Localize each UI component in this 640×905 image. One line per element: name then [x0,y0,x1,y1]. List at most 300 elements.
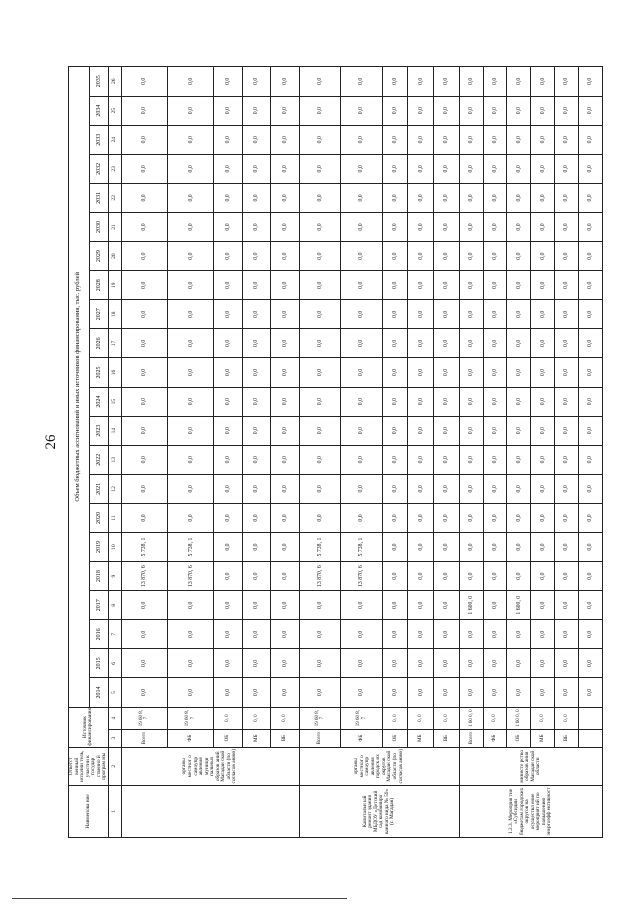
funding-source: ВБ [555,729,579,747]
funding-source: МБ [531,729,555,747]
year-value: 0,0 [578,96,602,125]
column-number: 23 [108,154,121,183]
year-value: 0,0 [168,591,214,620]
year-value: 0,0 [459,649,483,678]
year-value: 0,0 [168,125,214,154]
year-value: 0,0 [242,358,270,387]
year-value: 0,0 [483,125,507,154]
year-value: 0,0 [242,649,270,678]
year-value: 0,0 [507,474,531,503]
year-value: 0,0 [242,474,270,503]
year-value: 0,0 [507,416,531,445]
year-value: 0,0 [341,67,383,97]
year-value: 0,0 [531,416,555,445]
year-value: 0,0 [299,591,341,620]
year-value: 0,0 [271,678,300,707]
column-number: 19 [108,271,121,300]
year-value: 0,0 [531,533,555,562]
total-amount: 0, 0 [382,707,408,729]
funding-source: МБ [242,729,270,747]
total-amount: 0, 0 [531,707,555,729]
table-row [531,67,555,838]
table-row [299,67,341,838]
year-value: 0,0 [168,183,214,212]
year-value: 0,0 [299,445,341,474]
year-value: 0,0 [483,242,507,271]
year-value: 0,0 [531,154,555,183]
year-value: 0,0 [483,620,507,649]
year-value: 0,0 [434,387,460,416]
year-value: 0,0 [168,358,214,387]
year-value: 0,0 [382,387,408,416]
year-value: 0,0 [214,562,242,591]
year-value: 0,0 [242,96,270,125]
year-value: 0,0 [434,212,460,241]
year-value: 0,0 [271,562,300,591]
year-value: 0,0 [531,562,555,591]
year-value: 13 870, 6 [299,562,341,591]
year-value: 0,0 [531,212,555,241]
year-value: 0,0 [214,533,242,562]
total-amount [578,707,602,729]
year-value: 0,0 [382,533,408,562]
column-number: 20 [108,242,121,271]
year-value: 0,0 [507,125,531,154]
source-column-header: Источник финансирования [69,707,109,747]
year-value: 0,0 [507,154,531,183]
year-value: 0,0 [507,212,531,241]
year-value: 0,0 [578,503,602,532]
total-amount: 19 60 8, 7 [341,707,383,729]
year-value: 0,0 [507,649,531,678]
funding-source [578,729,602,747]
year-header: 2019 [89,533,108,562]
year-value: 0,0 [242,271,270,300]
year-value: 13 870, 6 [121,562,167,591]
year-value: 0,0 [121,183,167,212]
year-value: 0,0 [121,387,167,416]
column-number: 16 [108,358,121,387]
year-value: 0,0 [299,474,341,503]
year-value: 0,0 [168,445,214,474]
year-value: 0,0 [434,271,460,300]
column-number: 24 [108,125,121,154]
year-value: 0,0 [531,387,555,416]
year-value: 0,0 [483,154,507,183]
total-amount: 0, 0 [242,707,270,729]
year-value: 0,0 [408,445,434,474]
year-value: 0,0 [531,300,555,329]
column-number: 15 [108,387,121,416]
year-value: 0,0 [507,300,531,329]
year-header: 2033 [89,125,108,154]
year-value: 0,0 [459,387,483,416]
year-value: 0,0 [121,67,167,97]
year-value: 0,0 [214,242,242,271]
year-value: 0,0 [483,416,507,445]
year-value: 0,0 [271,329,300,358]
year-value: 0,0 [578,678,602,707]
year-value: 0,0 [578,591,602,620]
year-value: 0,0 [434,620,460,649]
year-value: 0,0 [382,649,408,678]
year-value: 0,0 [382,503,408,532]
year-value: 0,0 [271,591,300,620]
year-value: 0,0 [459,67,483,97]
year-value: 5 738, 1 [121,533,167,562]
year-value: 0,0 [214,329,242,358]
year-value: 0,0 [507,620,531,649]
year-value: 0,0 [459,329,483,358]
executor-name: министе рство образов ания Магадан ской области [459,747,602,785]
total-amount: 0, 0 [434,707,460,729]
funding-source: Всего [299,729,341,747]
table-row [578,67,602,838]
year-value: 0,0 [271,242,300,271]
year-value: 0,0 [271,212,300,241]
year-value: 0,0 [459,358,483,387]
rotated-table-wrapper [68,66,594,838]
year-value: 0,0 [555,533,579,562]
year-value: 0,0 [578,271,602,300]
year-value: 0,0 [408,591,434,620]
year-value: 0,0 [382,562,408,591]
funding-source: ВБ [434,729,460,747]
year-value: 0,0 [299,416,341,445]
year-value: 0,0 [271,503,300,532]
year-value: 0,0 [459,242,483,271]
column-number: 8 [108,591,121,620]
year-value: 0,0 [299,183,341,212]
executor-name: органы местног о самоупр авления муници пальных образов аний Магадан ской области (по согласов анию) [121,747,299,785]
funding-source: ОБ [382,729,408,747]
year-value: 0,0 [483,387,507,416]
column-number: 1 [108,785,121,837]
year-value: 0,0 [382,242,408,271]
year-value: 1 600, 0 [507,591,531,620]
year-value: 0,0 [483,183,507,212]
year-value: 0,0 [341,358,383,387]
year-value: 0,0 [578,212,602,241]
year-value: 0,0 [555,329,579,358]
year-value: 0,0 [299,620,341,649]
year-value: 0,0 [271,154,300,183]
year-value: 1 600, 0 [459,591,483,620]
year-value: 0,0 [242,445,270,474]
year-value: 0,0 [408,533,434,562]
year-value: 0,0 [531,67,555,97]
year-value: 0,0 [214,183,242,212]
year-value: 0,0 [341,154,383,183]
year-value: 0,0 [507,533,531,562]
year-header: 2029 [89,242,108,271]
year-value: 0,0 [299,67,341,97]
year-value: 0,0 [214,212,242,241]
table-row [271,67,300,838]
year-header: 2030 [89,212,108,241]
year-value: 0,0 [555,96,579,125]
year-value: 0,0 [341,474,383,503]
year-value: 0,0 [242,678,270,707]
year-value: 0,0 [555,67,579,97]
year-value: 0,0 [459,300,483,329]
year-value: 0,0 [168,503,214,532]
year-value: 0,0 [168,271,214,300]
table-row [459,67,483,838]
year-value: 0,0 [271,620,300,649]
year-value: 0,0 [507,242,531,271]
total-amount: 0, 0 [214,707,242,729]
budget-table [68,66,603,838]
year-value: 0,0 [168,649,214,678]
year-value: 0,0 [434,649,460,678]
year-value: 0,0 [555,358,579,387]
page-number: 26 [43,434,59,450]
column-number: 11 [108,503,121,532]
table-row [408,67,434,838]
year-header: 2025 [89,358,108,387]
year-value: 0,0 [121,125,167,154]
year-value: 0,0 [382,445,408,474]
year-value: 0,0 [531,125,555,154]
table-row [483,67,507,838]
year-value: 0,0 [214,154,242,183]
year-value: 0,0 [168,96,214,125]
column-number: 25 [108,96,121,125]
year-value: 0,0 [299,329,341,358]
year-value: 0,0 [483,445,507,474]
year-value: 0,0 [459,678,483,707]
year-value: 0,0 [341,212,383,241]
executor-name: органы местног о самоупр авления городск их округов Магадан ской области (по согласов анию) [299,747,459,785]
year-value: 0,0 [271,271,300,300]
year-value: 0,0 [214,678,242,707]
total-amount: 1 60 0, 0 [507,707,531,729]
year-value: 0,0 [408,387,434,416]
total-amount: 0, 0 [483,707,507,729]
year-value: 0,0 [242,125,270,154]
measure-name [121,785,299,837]
year-value: 0,0 [578,445,602,474]
year-value: 0,0 [271,387,300,416]
year-value: 0,0 [434,154,460,183]
total-amount: 0, 0 [555,707,579,729]
year-value: 0,0 [408,620,434,649]
year-value: 0,0 [434,678,460,707]
funding-source: Всего [459,729,483,747]
year-value: 0,0 [168,300,214,329]
year-value: 0,0 [214,620,242,649]
year-value: 0,0 [341,503,383,532]
year-value: 0,0 [214,67,242,97]
year-value: 0,0 [242,591,270,620]
year-value: 0,0 [459,271,483,300]
year-value: 0,0 [341,416,383,445]
year-value: 0,0 [121,96,167,125]
year-value: 0,0 [483,96,507,125]
year-value: 0,0 [483,678,507,707]
year-value: 0,0 [507,183,531,212]
year-value: 0,0 [459,562,483,591]
year-value: 0,0 [408,649,434,678]
year-value: 0,0 [382,329,408,358]
year-value: 0,0 [271,96,300,125]
funding-source: ВБ [271,729,300,747]
year-value: 0,0 [555,591,579,620]
year-value: 0,0 [299,300,341,329]
year-value: 0,0 [483,503,507,532]
year-value: 0,0 [242,562,270,591]
year-header: 2034 [89,96,108,125]
column-number: 6 [108,649,121,678]
year-value: 0,0 [214,96,242,125]
year-value: 0,0 [121,242,167,271]
year-value: 0,0 [382,300,408,329]
year-value: 0,0 [299,212,341,241]
year-value: 0,0 [408,212,434,241]
year-value: 0,0 [242,329,270,358]
year-value: 13 870, 6 [168,562,214,591]
year-header: 2022 [89,445,108,474]
year-value: 0,0 [483,358,507,387]
year-value: 0,0 [271,183,300,212]
year-value: 0,0 [555,125,579,154]
year-value: 0,0 [408,416,434,445]
year-value: 0,0 [507,329,531,358]
year-value: 0,0 [408,329,434,358]
year-value: 0,0 [434,125,460,154]
year-value: 0,0 [168,242,214,271]
year-value: 0,0 [555,503,579,532]
year-value: 0,0 [483,329,507,358]
year-value: 0,0 [214,387,242,416]
year-value: 0,0 [408,503,434,532]
year-value: 0,0 [483,474,507,503]
year-value: 0,0 [578,620,602,649]
year-header: 2014 [89,678,108,707]
year-value: 0,0 [214,503,242,532]
funding-source: ФБ [483,729,507,747]
year-value: 0,0 [408,183,434,212]
year-value: 0,0 [168,416,214,445]
year-value: 0,0 [555,445,579,474]
year-value: 0,0 [341,183,383,212]
year-value: 0,0 [121,300,167,329]
year-value: 0,0 [214,649,242,678]
year-value: 0,0 [434,67,460,97]
year-header: 2023 [89,416,108,445]
year-value: 0,0 [434,96,460,125]
year-value: 0,0 [271,445,300,474]
year-value: 0,0 [483,649,507,678]
year-value: 0,0 [121,591,167,620]
table-row [341,67,383,838]
executor-column-header: Ответст венный исполни тель, участни к государ ственно й програм мы [69,747,109,785]
year-value: 0,0 [555,387,579,416]
year-value: 0,0 [408,300,434,329]
year-header: 2035 [89,67,108,97]
funding-source: МБ [408,729,434,747]
year-value: 0,0 [507,678,531,707]
year-value: 0,0 [434,300,460,329]
year-value: 0,0 [459,503,483,532]
year-header: 2020 [89,503,108,532]
column-number: 4 [108,707,121,729]
year-value: 0,0 [382,678,408,707]
year-value: 0,0 [382,620,408,649]
year-value: 0,0 [459,183,483,212]
year-value: 0,0 [214,300,242,329]
year-value: 0,0 [299,649,341,678]
year-value: 0,0 [242,503,270,532]
year-value: 0,0 [341,591,383,620]
year-value: 0,0 [408,67,434,97]
year-value: 0,0 [531,620,555,649]
year-value: 0,0 [459,96,483,125]
year-value: 0,0 [382,474,408,503]
year-value: 0,0 [299,154,341,183]
year-value: 0,0 [459,474,483,503]
year-value: 0,0 [459,445,483,474]
year-value: 0,0 [341,678,383,707]
year-value: 0,0 [382,154,408,183]
year-value: 0,0 [382,591,408,620]
total-amount: 0, 0 [408,707,434,729]
year-value: 0,0 [578,300,602,329]
year-header: 2018 [89,562,108,591]
year-value: 0,0 [341,329,383,358]
column-number: 2 [108,747,121,785]
year-value: 0,0 [341,125,383,154]
year-value: 0,0 [382,416,408,445]
year-value: 0,0 [242,67,270,97]
year-value: 0,0 [242,154,270,183]
year-value: 0,0 [507,358,531,387]
table-row [242,67,270,838]
year-value: 0,0 [299,387,341,416]
year-value: 0,0 [434,358,460,387]
year-value: 0,0 [531,503,555,532]
column-number: 13 [108,445,121,474]
year-value: 0,0 [507,445,531,474]
year-value: 0,0 [434,416,460,445]
year-value: 0,0 [434,503,460,532]
year-value: 0,0 [242,242,270,271]
year-value: 0,0 [483,533,507,562]
year-value: 0,0 [434,242,460,271]
year-value: 0,0 [382,212,408,241]
year-value: 0,0 [168,620,214,649]
column-number: 22 [108,183,121,212]
column-number: 21 [108,212,121,241]
year-header: 2027 [89,300,108,329]
year-value: 0,0 [408,242,434,271]
year-value: 0,0 [121,271,167,300]
table-row [121,67,167,838]
year-value: 0,0 [555,212,579,241]
year-value: 0,0 [168,678,214,707]
year-value: 0,0 [121,212,167,241]
table-row [382,67,408,838]
year-value: 0,0 [121,678,167,707]
year-value: 0,0 [408,271,434,300]
year-value: 0,0 [408,358,434,387]
table-row [434,67,460,838]
year-value: 0,0 [271,416,300,445]
year-value: 0,0 [531,445,555,474]
year-value: 0,0 [341,445,383,474]
year-value: 0,0 [578,533,602,562]
